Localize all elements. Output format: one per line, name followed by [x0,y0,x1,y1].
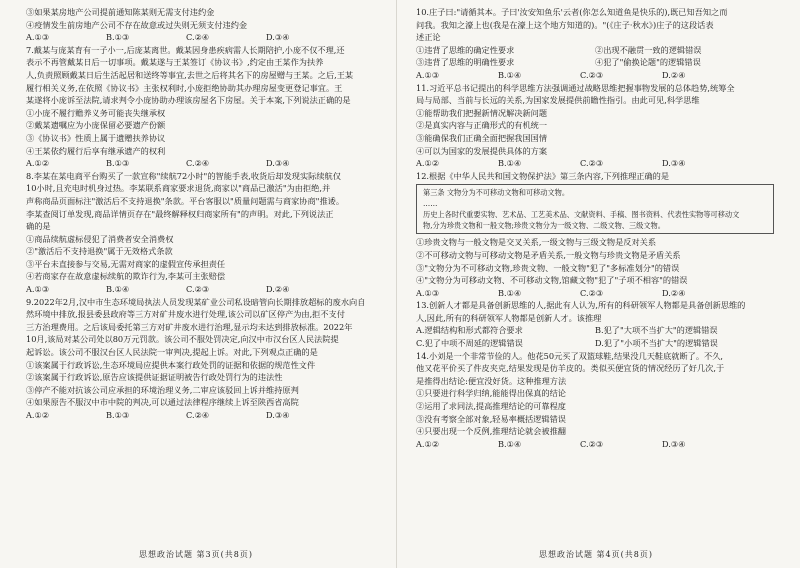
answer-options [416,157,774,170]
option: A.①② [416,158,440,169]
question-text: 声称商品页面标注"激活后不支持退换"条款。平台客服以"质量问题需与商家协商"推诿。 [26,195,345,206]
option: D.③④ [662,438,686,449]
statement: ①小庞不履行赡养义务可能丧失继承权 [26,107,166,118]
answer-options [26,283,378,296]
excerpt-line: 历史上各时代重要实物、艺术品、工艺美术品、文献资料、手稿、图书资料、代表性实物等可移动文 [423,210,740,220]
option: D.③④ [266,158,290,169]
question-text: 表示不再管戴某日后一切事项。戴某遂与王某签订《协议书》,约定由王某作为扶养 [26,57,324,68]
option: B.①④ [498,287,522,298]
option: D.②④ [662,69,686,80]
excerpt-line: 物,分为珍贵文物和一般文物;珍贵文物分为一级文物、二级文物、三级文物。 [423,221,665,231]
answer-options [416,69,774,82]
option: C.②④ [186,158,210,169]
option: C.②③ [186,284,210,295]
statement: ③停产不能对抗该公司应承担的环境治理义务,二审应该驳回上诉并维持原判 [26,384,299,395]
page-right [400,0,792,568]
question-10 [416,6,774,82]
option: A.①③ [26,284,50,295]
statement: ④王某依约履行后享有继承遗产的权利 [26,145,166,156]
question-text: 李某查阅订单发现,商品详情页存在"最终解释权归商家所有"的声明。对此,下列说法正 [26,208,334,219]
statement: ①商品续航虚标侵犯了消费者安全消费权 [26,233,174,244]
question-text: 14.小刘是一个非常节俭的人。他花50元买了双篮球鞋,结果没几天鞋底就断了。不久, [416,350,724,361]
option: A.①② [416,438,440,449]
option: A.①③ [26,32,50,43]
statement: ④"文物分为可移动文物、不可移动文物,馆藏文物"犯了"子项不相容"的错误 [416,275,688,286]
question-12 [416,170,774,300]
statement: ②该案属于行政诉讼,原告应该提供证据证明被告行政处罚行为的违法性 [26,372,283,383]
option: C.②③ [580,69,604,80]
statement: ③《协议书》性质上属于遗赠扶养协议 [26,132,166,143]
statement: ②戴某遗嘱应为小庞保留必要遗产份额 [26,120,166,131]
statement: ②"激活后不支持退换"属于无效格式条款 [26,246,173,257]
question-text: 11.习近平总书记提出的科学思维方法强调通过战略思维把握事物发展的总体趋势,统筹全 [416,82,735,93]
statement: ③能确保我们正确全面把握我国国情 [416,132,548,143]
answer-options [26,31,378,44]
question-text: 12.根据《中华人民共和国文物保护法》第三条内容,下列推理正确的是 [416,170,670,181]
answer-pair [416,337,774,350]
statement: ④可以为国家的发展提供具体的方案 [416,145,548,156]
question-text: 人,负责照顾戴某日后生活起居和送终等事宜,去世之后将其名下的房屋赠与王某。之后,王某 [26,69,354,80]
question-text: 人,因此,所有的科研领军人物都是创新人才。该推理 [416,312,602,323]
answer-pair [416,324,774,337]
question-intro [26,6,378,44]
option: C.②③ [580,287,604,298]
option: C.犯了中项不周延的逻辑错误 [416,338,523,349]
statement: ④只要出现一个反例,推理结论就会被推翻 [416,426,566,437]
question-text: 某遂将小庞诉至法院,请求判令小庞协助办理该房屋名下房屋。关于本案,下列说法正确的是 [26,95,351,106]
statement: ③"文物分为不可移动文物,珍贵文物、一般文物"犯了"多标准划分"的错误 [416,262,680,273]
statement: ②是真实内容与正确形式的有机统一 [416,120,548,131]
option: A.逻辑结构和形式都符合要求 [416,325,523,336]
option: B.犯了"大项不当扩大"的逻辑错误 [595,325,718,336]
question-text: 履行相关义务,在依照《协议书》主张权利时,小庞拒绝协助其办理房屋变更登记事宜。王 [26,82,343,93]
question-text: 问我。我知之濠上也(我是在濠上这个地方知道的)。"(《庄子·秋水》)庄子的这段话表 [416,19,714,30]
page-divider [396,0,397,568]
question-text: 13.创新人才都是具备创新思维的人,据此有人认为,所有的科研领军人物都是具备创新思维的 [416,300,746,311]
option: D.③④ [266,32,290,43]
option: D.②④ [266,284,290,295]
question-text: 述正论 [416,32,441,43]
option: A.①③ [416,287,440,298]
option: B.①③ [106,158,130,169]
option: A.①③ [416,69,440,80]
question-text: 局与局部、当前与长远的关系,为国家发展提供前瞻性指引。由此可见,科学思维 [416,95,700,106]
option: B.①③ [106,410,130,420]
statement: ④若商家存在故意虚标续航的欺诈行为,李某可主张赔偿 [26,271,226,282]
option: B.①④ [498,69,522,80]
option: C.②④ [186,32,210,43]
page-left [0,0,392,568]
page-footer: 思想政治试题 第3页(共8页) [139,550,253,560]
option: D.③④ [266,410,290,420]
option: B.①④ [498,438,522,449]
excerpt-line: 第三条 文物分为不可移动文物和可移动文物。 [423,188,570,198]
question-text: 10月,该局对某公司处以80万元罚款。该公司不服处罚决定,向汉中市汉台区人民法院提 [26,334,339,345]
statement: ②出现不融贯一致的逻辑错误 [595,44,702,55]
intro-line: ③如果某房地产公司提前通知陈某则无需支付违约金 [26,7,215,17]
option: C.②③ [580,158,604,169]
question-text: 他又花平价买了件皮夹克,结果发现是仿羊皮的。类似买便宜货的情况经历了好几次,于 [416,363,725,374]
statement: ①只要进行科学归纳,能能得出保真的结论 [416,388,566,399]
statement: ③没有考察全部对象,轻易率概括逻辑错误 [416,413,566,424]
statement-pair [416,44,774,57]
question-8 [26,170,378,296]
question-text: 8.李某在某电商平台购买了一款宣称"续航72小时"的智能手表,收货后却发现实际续航仅 [26,170,341,181]
question-11 [416,82,774,170]
option: C.②③ [580,438,604,449]
option: A.①② [26,158,50,169]
statement: ④犯了"偷换论题"的逻辑错误 [595,57,701,68]
question-text: 10.庄子曰:"请循其本。子曰'汝安知鱼乐'云者(你怎么知道鱼是快乐的),既已知吾知之而 [416,7,728,17]
statement-pair [416,56,774,69]
option: C.②④ [186,410,210,420]
option: B.①③ [106,32,130,43]
question-13 [416,299,774,349]
answer-options [26,409,378,422]
question-text: 确的是 [26,221,51,232]
option: D.③④ [662,158,686,169]
statement: ①违背了思维的确定性要求 [416,44,515,55]
statement: ①该案属于行政诉讼,生态环境局应提供本案行政处罚的证据和依据的规范性文件 [26,359,316,370]
statement: ③平台未直接参与交易,无需对商家的虚假宣传承担责任 [26,258,226,269]
option: A.①② [26,410,50,420]
law-excerpt-box [416,184,774,234]
answer-options [416,287,774,300]
answer-options [26,157,378,170]
question-text: 10小时,且充电时机身过热。李某联系商家要求退货,商家以"商品已激活"为由拒绝,并 [26,183,331,194]
question-14 [416,350,774,451]
statement: ③违背了思维的明确性要求 [416,57,515,68]
option: D.②④ [662,287,686,298]
question-text: 然环境中排放,报县委县政府等三方对矿井废水进行处理,该公司以矿区停产为由,拒不支付 [26,309,345,320]
page-footer: 思想政治试题 第4页(共8页) [539,550,653,560]
statement: ④如果原告不服汉中市中院的判决,可以通过法律程序继续上诉至陕西省高院 [26,397,299,408]
question-text: 7.戴某与庞某育有一子小一,后庞某离世。戴某因身患疾病需人长期陪护,小庞不仅不理,还 [26,44,345,55]
question-text: 三方治理费用。之后该局委托第三方对矿井废水进行治理,显示均未达到排放标准。2022年 [26,321,353,332]
statement: ①珍贵文物与一般文物是交叉关系,一级文物与三级文物是反对关系 [416,237,657,248]
option: B.①④ [498,158,522,169]
question-text: 是推得出结论:便宜没好货。这种推理方法 [416,375,567,386]
answer-options [416,438,774,451]
option: B.①④ [106,284,130,295]
intro-line: ④疫情发生前房地产公司不存在故意或过失则无须支付违约金 [26,19,248,30]
question-text: 起诉讼。该公司不服汉台区人民法院一审判决,提起上诉。对此,下列观点正确的是 [26,347,318,358]
question-text: 9.2022年2月,汉中市生态环境局执法人员发现某矿业公司私设暗管向长期排放超标的废水向自 [26,296,366,307]
question-7 [26,44,378,170]
excerpt-line: …… [423,199,438,209]
statement: ②不可移动文物与可移动文物是矛盾关系,一般文物与珍贵文物是矛盾关系 [416,249,681,260]
question-9 [26,296,378,422]
statement: ①能帮助我们把握新情况解决新问题 [416,107,548,118]
statement: ②运用了求同法,提高推理结论的可靠程度 [416,401,566,412]
option: D.犯了"小项不当扩大"的逻辑错误 [595,338,718,349]
